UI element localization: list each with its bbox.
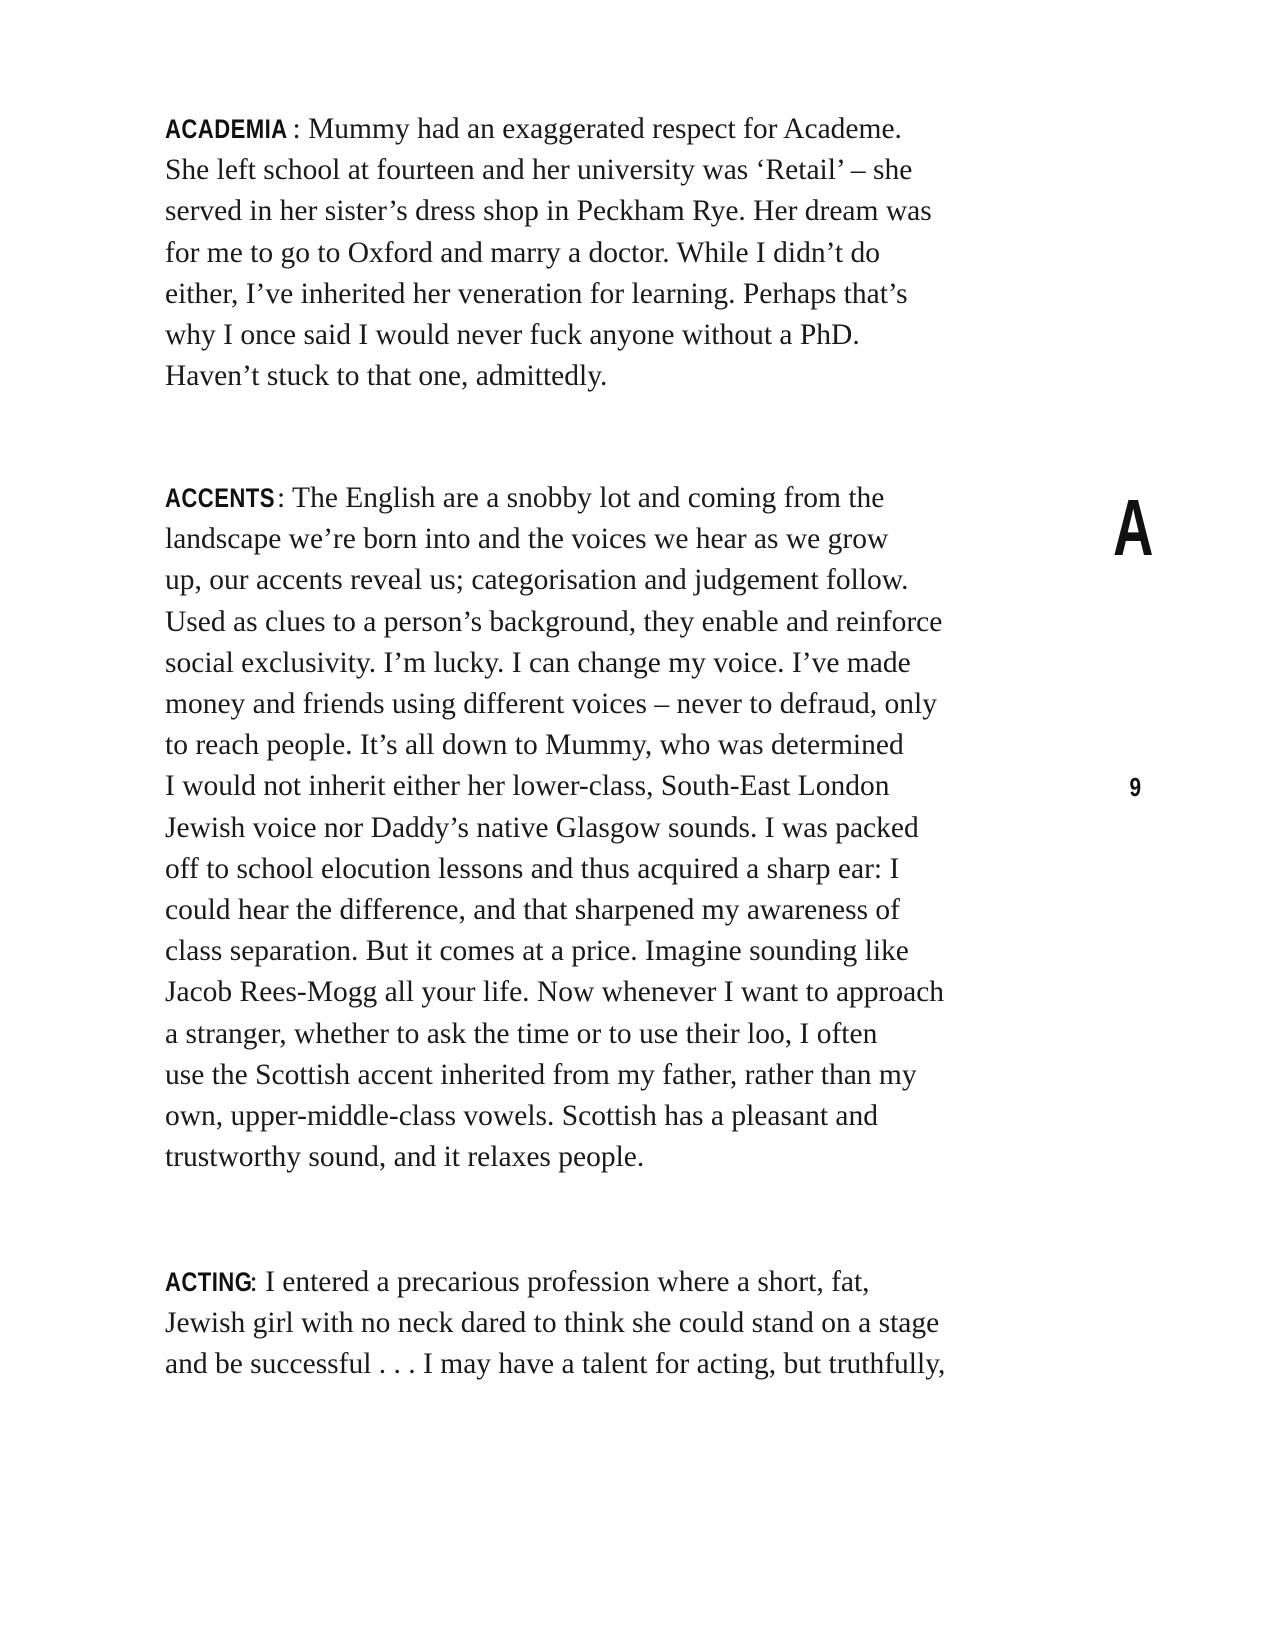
text-line: Haven’t stuck to that one, admittedly.	[165, 360, 608, 393]
text-line: and be successful . . . I may have a talent for acting, but truthfully,	[165, 1348, 946, 1381]
text-line	[165, 1262, 945, 1303]
text-line: why I once said I would never fuck anyone without a PhD.	[165, 319, 860, 352]
text-line: trustworthy sound, and it relaxes people.	[165, 1141, 645, 1174]
entry-acting	[165, 1262, 945, 1386]
text-run: : Mummy had an exaggerated respect for Academe.	[292, 113, 902, 145]
text-line: either, I’ve inherited her veneration for learning. Perhaps that’s	[165, 277, 908, 310]
entry-academia	[165, 109, 932, 397]
text-line: up, our accents reveal us; categorisation and judgement follow.	[165, 564, 909, 597]
text-line: Jewish voice nor Daddy’s native Glasgow sounds. I was packed	[165, 811, 919, 844]
text-line	[165, 109, 932, 150]
text-line: Jacob Rees-Mogg all your life. Now whenever I want to approach	[165, 976, 945, 1009]
text-line: money and friends using different voices – never to defraud, only	[165, 688, 937, 721]
section-letter: A	[1113, 483, 1154, 572]
text-line: She left school at fourteen and her university was ‘Retail’ – she	[165, 154, 913, 187]
page-number: 9	[1129, 772, 1142, 802]
text-line: own, upper-middle-class vowels. Scottish has a pleasant and	[165, 1100, 878, 1133]
text-line: I would not inherit either her lower-class, South-East London	[165, 770, 890, 803]
text-line: landscape we’re born into and the voices we hear as we grow	[165, 523, 889, 556]
text-line: a stranger, whether to ask the time or to use their loo, I often	[165, 1017, 878, 1050]
text-line: served in her sister’s dress shop in Peckham Rye. Her dream was	[165, 195, 932, 228]
entry-accents	[165, 478, 944, 1178]
entry-heading: ACCENTS	[165, 483, 275, 513]
text-line: Used as clues to a person’s background, they enable and reinforce	[165, 605, 943, 638]
text-line	[165, 478, 944, 519]
text-line: social exclusivity. I’m lucky. I can change my voice. I’ve made	[165, 646, 911, 679]
text-line: class separation. But it comes at a price. Imagine sounding like	[165, 935, 909, 968]
text-line: Jewish girl with no neck dared to think she could stand on a stage	[165, 1307, 940, 1340]
text-line: use the Scottish accent inherited from my father, rather than my	[165, 1058, 917, 1091]
text-run: : I entered a precarious profession where a short, fat,	[249, 1266, 870, 1298]
entry-heading: ACADEMIA	[165, 114, 288, 144]
text-line: off to school elocution lessons and thus acquired a sharp ear: I	[165, 852, 900, 885]
entry-heading: ACTING	[165, 1267, 253, 1297]
text-line: to reach people. It’s all down to Mummy, who was determined	[165, 729, 904, 762]
text-line: for me to go to Oxford and marry a doctor. While I didn’t do	[165, 236, 880, 269]
text-line: could hear the difference, and that sharpened my awareness of	[165, 894, 900, 927]
text-run: : The English are a snobby lot and coming from the	[277, 482, 885, 514]
